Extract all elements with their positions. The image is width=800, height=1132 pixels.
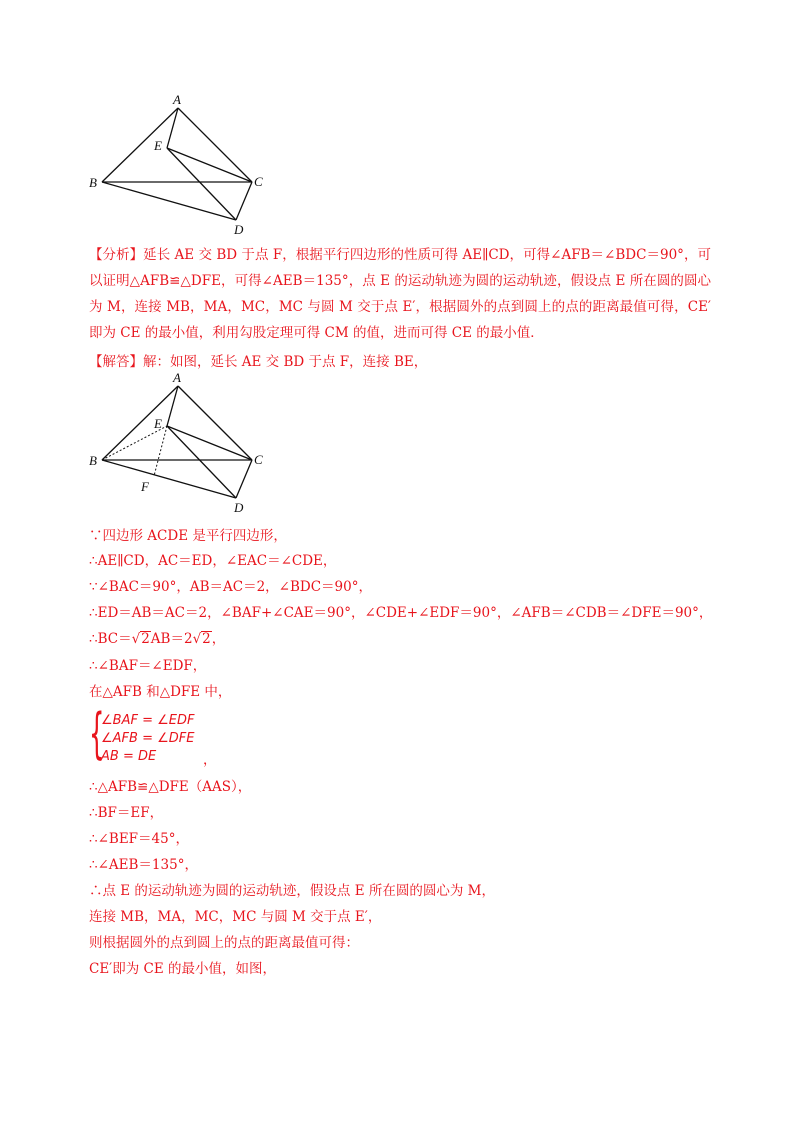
step-5-radicand-2: 2 — [202, 631, 211, 647]
fig1-line-cd — [236, 182, 252, 220]
system-row-1: ∠BAF = ∠EDF — [101, 713, 195, 728]
figure-1-svg — [86, 92, 276, 237]
figure-1 — [86, 92, 276, 237]
solution-tag: 【解答】 — [89, 354, 143, 370]
step-5-radicand-1: 2 — [141, 631, 150, 647]
step-8: ∴△AFB≌△DFE（AAS）， — [89, 779, 252, 795]
analysis-tag: 【分析】 — [89, 247, 144, 263]
fig2-label-c: C — [254, 452, 263, 467]
step-5-b: AB＝2 — [150, 631, 193, 647]
step-9: ∴BF＝EF， — [89, 805, 164, 821]
fig1-line-ec — [167, 148, 252, 182]
step-11: ∴∠AEB＝135°， — [89, 857, 198, 873]
step-7: 在△AFB 和△DFE 中， — [89, 684, 232, 700]
fig2-line-ed — [167, 426, 236, 498]
step-5-a: ∴BC＝ — [89, 631, 132, 647]
step-15: CE′即为 CE 的最小值，如图， — [89, 961, 277, 977]
fig2-label-d: D — [234, 500, 244, 515]
fig2-line-ba — [102, 386, 178, 460]
analysis-paragraph — [89, 242, 711, 346]
figure-2 — [86, 370, 276, 515]
fig1-label-e: E — [154, 138, 162, 153]
sqrt-sign-icon-2: √ — [192, 631, 202, 647]
step-1: ∵四边形 ACDE 是平行四边形， — [89, 528, 287, 544]
step-4: ∴ED＝AB＝AC＝2，∠BAF+∠CAE＝90°，∠CDE+∠EDF＝90°，∠AFB＝∠CDB＝∠DFE＝90°， — [89, 605, 713, 621]
fig2-line-bd — [102, 460, 236, 498]
fig1-line-bd — [102, 182, 236, 220]
fig1-line-ba — [102, 108, 178, 182]
fig2-line-ec — [167, 426, 252, 460]
step-12: ∴点 E 的运动轨迹为圆的运动轨迹，假设点 E 所在圆的圆心为 M， — [89, 883, 495, 899]
fig2-label-e: E — [154, 416, 162, 431]
step-6: ∴∠BAF＝∠EDF， — [89, 658, 207, 674]
fig2-line-cd — [236, 460, 252, 498]
step-10: ∴∠BEF＝45°， — [89, 831, 189, 847]
step-13: 连接 MB，MA，MC，MC 与圆 M 交于点 E′， — [89, 909, 382, 925]
analysis-text: 延长 AE 交 BD 于点 F，根据平行四边形的性质可得 AE∥CD，可得∠AFB＝∠BDC＝90°，可以证明△AFB≌△DFE，可得∠AEB＝135°，点 E 的运动轨迹为圆的运动轨迹，假设点 E 所在圆的圆心为 M，连接 MB，MA，MC，MC 与圆 M 交于点 E′，根据圆外的点到圆上的点的距离最值可得，CE′即为 CE 的最小值，利用勾股定理可得 CM 的值，进而可得 CE 的最小值． — [89, 247, 712, 341]
fig1-label-b: B — [89, 175, 97, 190]
system-comma: ， — [203, 752, 217, 768]
solution-intro-text: 解：如图，延长 AE 交 BD 于点 F，连接 BE， — [143, 354, 428, 370]
fig1-label-a: A — [173, 92, 181, 107]
step-14: 则根据圆外的点到圆上的点的距离最值可得： — [89, 935, 359, 951]
fig2-label-a: A — [173, 370, 181, 385]
sqrt-sign-icon: √ — [131, 631, 141, 647]
left-brace-icon: { — [89, 702, 105, 765]
fig2-dashed-be — [102, 426, 167, 460]
system-row-2: ∠AFB = ∠DFE — [101, 731, 195, 746]
fig1-label-c: C — [254, 174, 263, 189]
fig2-dashed-ef — [154, 426, 167, 476]
step-2: ∴AE∥CD，AC＝ED，∠EAC＝∠CDE， — [89, 553, 337, 569]
figure-2-svg — [86, 370, 276, 515]
solution-intro — [89, 352, 427, 372]
step-5-c: ， — [211, 631, 226, 647]
step-5 — [89, 629, 225, 649]
fig1-label-d: D — [234, 222, 244, 237]
system-row-3: AB = DE — [101, 749, 157, 764]
fig1-line-ed — [167, 148, 236, 220]
fig2-label-b: B — [89, 453, 97, 468]
step-3: ∵∠BAC＝90°，AB＝AC＝2，∠BDC＝90°， — [89, 579, 372, 595]
fig2-label-f: F — [141, 479, 149, 494]
